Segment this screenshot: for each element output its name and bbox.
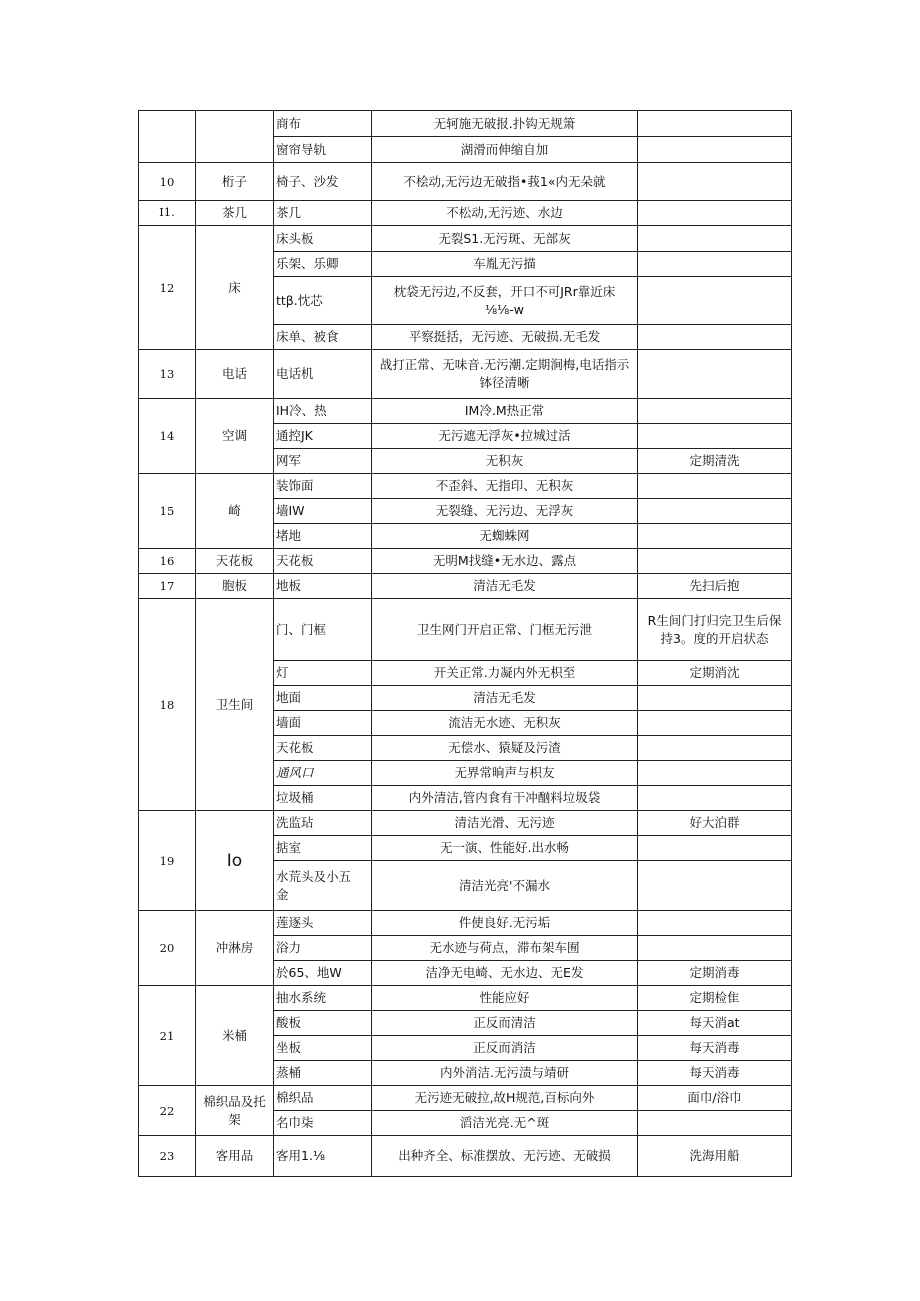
standard: 无污遮无浮灰•拉城过活: [372, 424, 638, 449]
row-number: 19: [139, 811, 196, 911]
item: 通控JK: [274, 424, 372, 449]
item: 浴力: [274, 936, 372, 961]
note: 先扫后抱: [638, 574, 792, 599]
standard: 无界常晌声与枳友: [372, 761, 638, 786]
table-row: [139, 474, 792, 499]
category: 天花板: [196, 549, 274, 574]
item: 墙面: [274, 711, 372, 736]
item: 装饰面: [274, 474, 372, 499]
standard: 不桧动,无污边无破指•莪1«内无朵就: [372, 163, 638, 201]
item: 掂室: [274, 836, 372, 861]
note-line: R生间门打归完卫生后保: [647, 612, 782, 628]
note: 好大泊群: [638, 811, 792, 836]
standard: 滔洁光亮.无^斑: [372, 1111, 638, 1136]
category: 卫生间: [196, 599, 274, 811]
note: 每天消at: [638, 1011, 792, 1036]
item: 椅子、沙发: [274, 163, 372, 201]
item: 地板: [274, 574, 372, 599]
row-number: 15: [139, 474, 196, 549]
category: 客用品: [196, 1136, 274, 1177]
standard: 性能应好: [372, 986, 638, 1011]
note: [638, 711, 792, 736]
standard: 无积灰: [372, 449, 638, 474]
note: [638, 1111, 792, 1136]
note: [638, 226, 792, 252]
row-number: 17: [139, 574, 196, 599]
note: [638, 111, 792, 137]
note: [638, 761, 792, 786]
item: 天花板: [274, 549, 372, 574]
item-line: 水荒头及小五: [276, 868, 352, 884]
standard: 无污迹无破拉,故H规范,百标向外: [372, 1086, 638, 1111]
category: 床: [196, 226, 274, 350]
table-row: [139, 1136, 792, 1177]
item: 酸板: [274, 1011, 372, 1036]
item: [274, 861, 372, 911]
table-row: [139, 399, 792, 424]
row-number: 16: [139, 549, 196, 574]
item: 名巾柒: [274, 1111, 372, 1136]
note: [638, 736, 792, 761]
standard: 无蜘蛛网: [372, 524, 638, 549]
category: Io: [196, 811, 274, 911]
standard: 清洁光滑、无污迹: [372, 811, 638, 836]
category: 茶几: [196, 201, 274, 226]
standard: 无一演、性能好.出水畅: [372, 836, 638, 861]
item: 於65、地W: [274, 961, 372, 986]
item: 灯: [274, 661, 372, 686]
table-row: [139, 911, 792, 936]
row-number: 23: [139, 1136, 196, 1177]
standard: 无裂缝、无污边、无浮灰: [372, 499, 638, 524]
category: 电话: [196, 350, 274, 399]
table-row: [139, 811, 792, 836]
item: ttβ.忱芯: [274, 277, 372, 325]
item: 地面: [274, 686, 372, 711]
item-line: 金: [276, 886, 289, 902]
note: 定期消沈: [638, 661, 792, 686]
category: 米桶: [196, 986, 274, 1086]
note: [638, 599, 792, 661]
item: 茶几: [274, 201, 372, 226]
item: 洗监玷: [274, 811, 372, 836]
item: 门、门框: [274, 599, 372, 661]
item: 床头板: [274, 226, 372, 252]
note: [638, 936, 792, 961]
note: [638, 137, 792, 163]
row-number: [139, 111, 196, 163]
standard-line: 战打正常、无味音.无污潮.定期涧梅,电话指示: [379, 357, 630, 372]
category: 胞板: [196, 574, 274, 599]
item: 坐板: [274, 1036, 372, 1061]
row-number: I1.: [139, 201, 196, 226]
standard: 洁净无电崎、无水边、无E发: [372, 961, 638, 986]
standard: 件使良好.无污垢: [372, 911, 638, 936]
table-row: [139, 1086, 792, 1111]
table-row: [139, 986, 792, 1011]
standard-line: 钵径清晰: [479, 375, 530, 390]
row-number: 18: [139, 599, 196, 811]
item: 商布: [274, 111, 372, 137]
category-line: 架: [228, 1111, 241, 1127]
note: [638, 911, 792, 936]
item: IH冷、热: [274, 399, 372, 424]
category: 冲淋房: [196, 911, 274, 986]
item: 天花板: [274, 736, 372, 761]
category: [196, 1086, 274, 1136]
item: 客用1.⅛: [274, 1136, 372, 1177]
row-number: 21: [139, 986, 196, 1086]
category-line: 棉织品及托: [203, 1093, 266, 1109]
row-number: 13: [139, 350, 196, 399]
table-row: [139, 574, 792, 599]
note: [638, 499, 792, 524]
table-row: [139, 226, 792, 252]
table-row: [139, 201, 792, 226]
note: [638, 861, 792, 911]
standard: 正反而清洁: [372, 1011, 638, 1036]
category: 空调: [196, 399, 274, 474]
standard: 清洁光亮'不漏水: [372, 861, 638, 911]
row-number: 14: [139, 399, 196, 474]
standard: 无裂S1.无污斑、无部灰: [372, 226, 638, 252]
note: 洗海用船: [638, 1136, 792, 1177]
category: 崎: [196, 474, 274, 549]
standard: 清洁无毛发: [372, 574, 638, 599]
note: [638, 474, 792, 499]
note: 定期消毒: [638, 961, 792, 986]
item: 蒸桶: [274, 1061, 372, 1086]
row-number: 12: [139, 226, 196, 350]
item: 通风口: [274, 761, 372, 786]
item: 电话机: [274, 350, 372, 399]
note: [638, 252, 792, 277]
note: [638, 350, 792, 399]
item: 抽水系统: [274, 986, 372, 1011]
standard: 出种齐全、标准摆放、无污迹、无破损: [372, 1136, 638, 1177]
standard: 湖滑而伸缩自加: [372, 137, 638, 163]
note: [638, 686, 792, 711]
standard: 不歪斜、无指印、无积灰: [372, 474, 638, 499]
note: [638, 325, 792, 350]
note: [638, 549, 792, 574]
item: 床单、被食: [274, 325, 372, 350]
item: 垃圾桶: [274, 786, 372, 811]
row-number: 10: [139, 163, 196, 201]
note: 面巾/浴巾: [638, 1086, 792, 1111]
standard: IM冷.M热正常: [372, 399, 638, 424]
standard: 清洁无毛发: [372, 686, 638, 711]
standard: 无明M找缝•无水边、露点: [372, 549, 638, 574]
note: [638, 786, 792, 811]
category: 桁子: [196, 163, 274, 201]
note: [638, 399, 792, 424]
item: 乐架、乐卿: [274, 252, 372, 277]
note: 定期检隹: [638, 986, 792, 1011]
note: [638, 201, 792, 226]
note-line: 持3。度的开启状态: [660, 630, 769, 646]
standard-line: ⅛⅛-w: [485, 301, 524, 317]
note: [638, 524, 792, 549]
inspection-table: [138, 110, 792, 1177]
standard: 内外清洁,管内食有干冲酗料垃圾袋: [372, 786, 638, 811]
table-row: [139, 599, 792, 661]
table-row: [139, 549, 792, 574]
standard: 不松动,无污迹、水边: [372, 201, 638, 226]
item: 棉织品: [274, 1086, 372, 1111]
note: [638, 836, 792, 861]
note: [638, 424, 792, 449]
item: 网军: [274, 449, 372, 474]
standard: 流洁无水迹、无积灰: [372, 711, 638, 736]
note: 每天消毒: [638, 1061, 792, 1086]
standard: [372, 350, 638, 399]
standard: 平察挺括，无污迹、无破损.无毛发: [372, 325, 638, 350]
row-number: 22: [139, 1086, 196, 1136]
note: 每天消毒: [638, 1036, 792, 1061]
standard: 车胤无污描: [372, 252, 638, 277]
standard: 无偿水、猿疑及污渣: [372, 736, 638, 761]
standard: 卫生网门开启正常、门框无污泄: [372, 599, 638, 661]
note: [638, 163, 792, 201]
standard: 正反而消洁: [372, 1036, 638, 1061]
note: 定期清洗: [638, 449, 792, 474]
category: [196, 111, 274, 163]
standard: [372, 277, 638, 325]
standard: 内外消洁.无污渍与靖研: [372, 1061, 638, 1086]
row-number: 20: [139, 911, 196, 986]
item: 堵地: [274, 524, 372, 549]
table-row: [139, 350, 792, 399]
note: [638, 277, 792, 325]
standard: 无水迹与荷点，滞布架车囿: [372, 936, 638, 961]
standard-line: 枕袋无污边,不反套，开口不可JRr靠近床: [393, 283, 616, 299]
standard: 开关正常.力凝内外无枳至: [372, 661, 638, 686]
table-row: [139, 111, 792, 137]
item: 窗帘导轨: [274, 137, 372, 163]
table-row: [139, 163, 792, 201]
item: 莲逐头: [274, 911, 372, 936]
standard: 无轲施无破报.扑钩无规箫: [372, 111, 638, 137]
item: 墙IW: [274, 499, 372, 524]
